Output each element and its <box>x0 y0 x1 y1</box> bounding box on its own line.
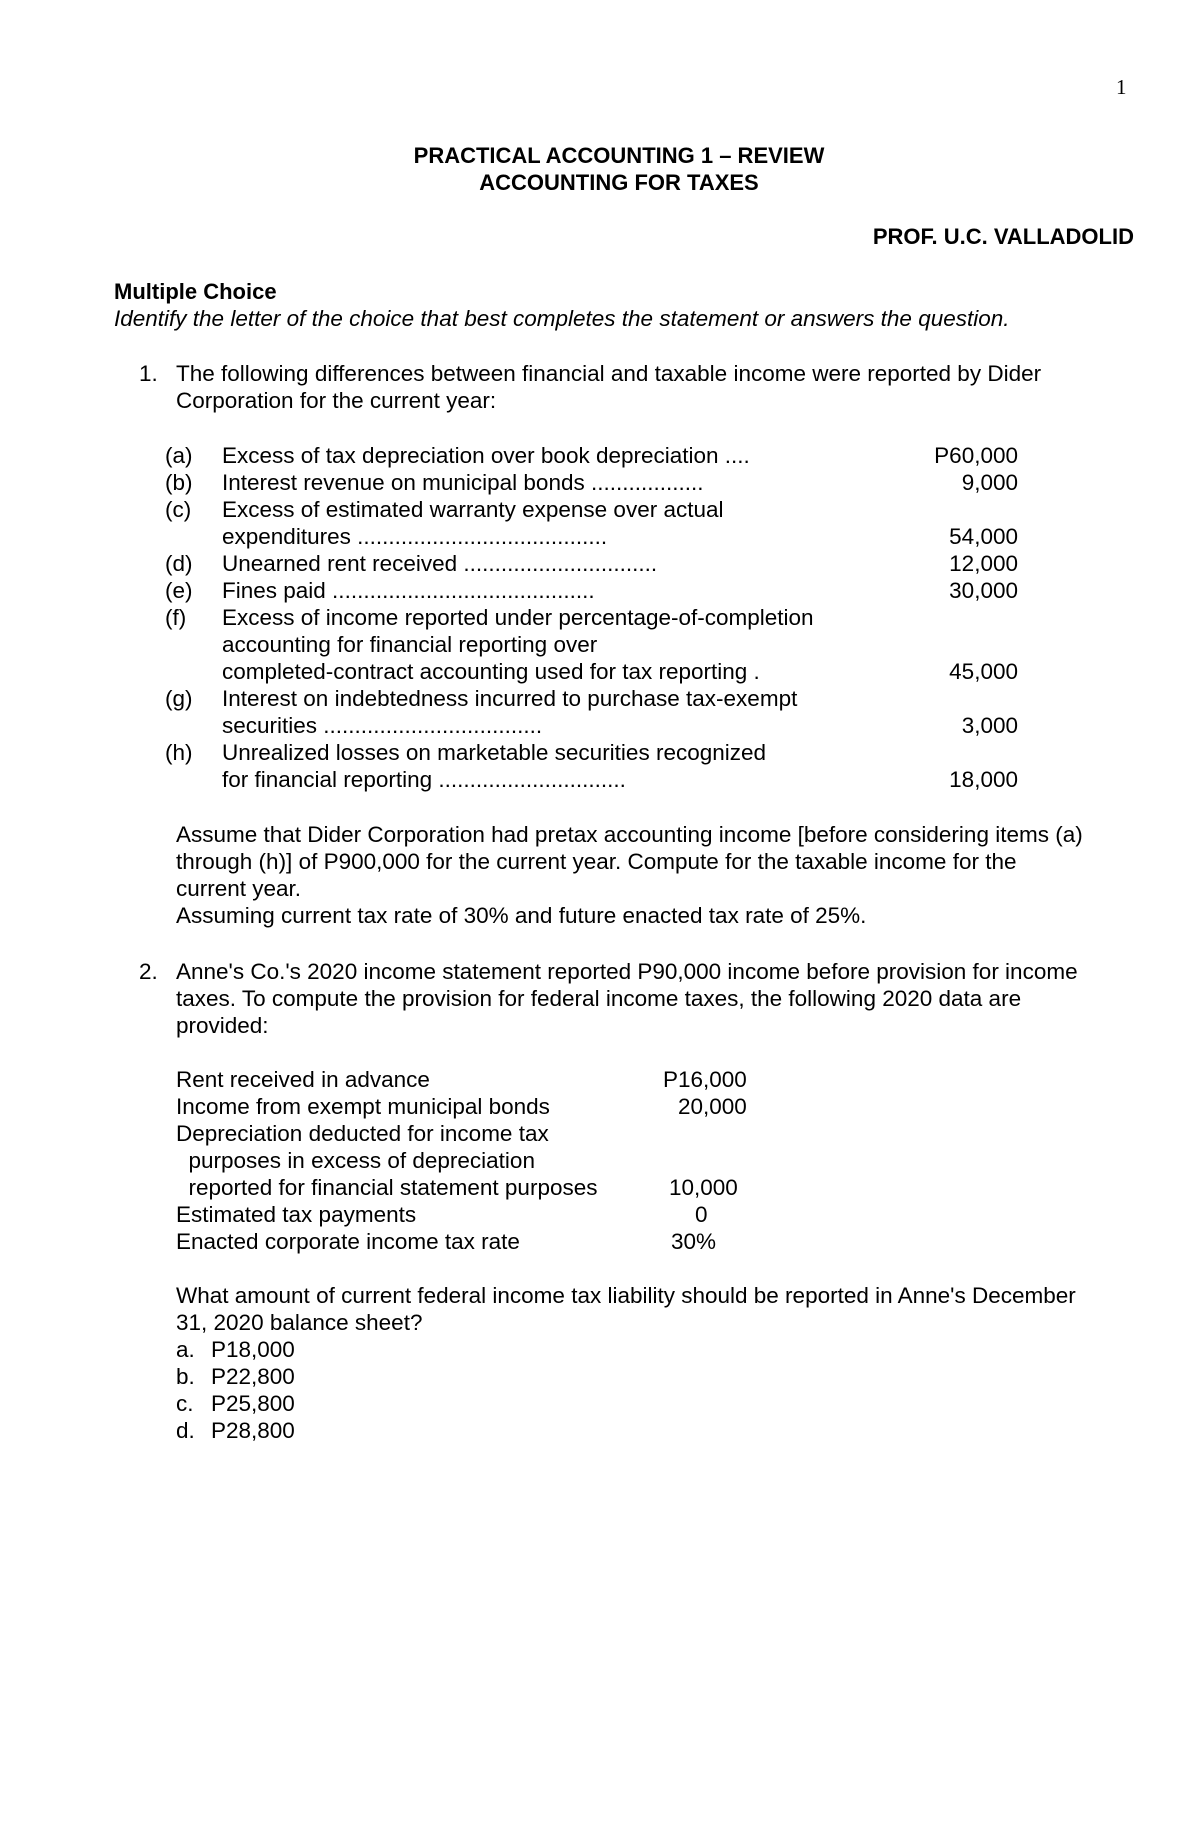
item-letter: (h) <box>165 740 193 765</box>
item-amount: 9,000 <box>961 470 1018 495</box>
question-closing-line: Assume that Dider Corporation had pretax accounting income [before considering items (a) <box>176 822 1083 847</box>
item-amount: 54,000 <box>949 524 1018 549</box>
choice-letter: b. <box>176 1364 195 1389</box>
item-amount: 18,000 <box>949 767 1018 792</box>
data-row-label: Depreciation deducted for income tax <box>176 1121 549 1146</box>
professor-name: PROF. U.C. VALLADOLID <box>872 224 1134 249</box>
question-closing-line: through (h)] of P900,000 for the current year. Compute for the taxable income for the <box>176 849 1017 874</box>
data-row-value: 0 <box>695 1202 708 1227</box>
question-closing-line: current year. <box>176 876 302 901</box>
item-amount: 3,000 <box>961 713 1018 738</box>
choice-text: P22,800 <box>211 1364 295 1389</box>
data-row-label: Enacted corporate income tax rate <box>176 1229 520 1254</box>
item-letter: (f) <box>165 605 187 630</box>
choice-text: P25,800 <box>211 1391 295 1416</box>
item-letter: (e) <box>165 578 193 603</box>
item-description: Unearned rent received ............................... <box>222 551 658 576</box>
question-intro-line: Anne's Co.'s 2020 income statement reported P90,000 income before provision for income <box>176 959 1078 984</box>
question-number: 1. <box>139 361 158 386</box>
item-description: Interest revenue on municipal bonds .................. <box>222 470 704 495</box>
data-row-label: purposes in excess of depreciation <box>176 1148 535 1173</box>
item-description: Excess of income reported under percentage-of-completion <box>222 605 814 630</box>
data-row-value: 10,000 <box>669 1175 738 1200</box>
item-letter: (b) <box>165 470 193 495</box>
item-description: accounting for financial reporting over <box>222 632 598 657</box>
data-row-value: 20,000 <box>678 1094 747 1119</box>
item-letter: (a) <box>165 443 193 468</box>
item-amount: P60,000 <box>934 443 1018 468</box>
item-description: expenditures ........................................ <box>222 524 608 549</box>
item-amount: 45,000 <box>949 659 1018 684</box>
data-row-label: Rent received in advance <box>176 1067 430 1092</box>
choice-text: P28,800 <box>211 1418 295 1443</box>
item-letter: (c) <box>165 497 192 522</box>
choice-letter: a. <box>176 1337 195 1362</box>
choice-text: P18,000 <box>211 1337 295 1362</box>
data-row-value: P16,000 <box>663 1067 747 1092</box>
question-intro-line: provided: <box>176 1013 269 1038</box>
question-number: 2. <box>139 959 158 984</box>
document-title: PRACTICAL ACCOUNTING 1 – REVIEW <box>413 143 825 168</box>
item-amount: 30,000 <box>949 578 1018 603</box>
section-heading: Multiple Choice <box>114 279 277 304</box>
item-description: securities ................................... <box>222 713 543 738</box>
data-row-label: Estimated tax payments <box>176 1202 417 1227</box>
item-amount: 12,000 <box>949 551 1018 576</box>
data-row-label: Income from exempt municipal bonds <box>176 1094 550 1119</box>
item-description: Fines paid .......................................... <box>222 578 595 603</box>
item-description: Excess of tax depreciation over book depreciation .... <box>222 443 750 468</box>
data-row-label: reported for financial statement purposes <box>176 1175 598 1200</box>
section-instructions: Identify the letter of the choice that best completes the statement or answers the question. <box>114 306 1010 331</box>
question-intro-line: taxes. To compute the provision for federal income taxes, the following 2020 data are <box>176 986 1022 1011</box>
question-closing-line: Assuming current tax rate of 30% and future enacted tax rate of 25%. <box>176 903 867 928</box>
document-subtitle: ACCOUNTING FOR TAXES <box>479 170 759 195</box>
item-description: Excess of estimated warranty expense over actual <box>222 497 724 522</box>
item-description: Unrealized losses on marketable securities recognized <box>222 740 767 765</box>
data-row-value: 30% <box>671 1229 717 1254</box>
question-prompt-line: 31, 2020 balance sheet? <box>176 1310 423 1335</box>
choice-letter: c. <box>176 1391 194 1416</box>
item-letter: (d) <box>165 551 193 576</box>
item-description: Interest on indebtedness incurred to purchase tax-exempt <box>222 686 798 711</box>
item-letter: (g) <box>165 686 193 711</box>
item-description: completed-contract accounting used for tax reporting . <box>222 659 760 684</box>
choice-letter: d. <box>176 1418 195 1443</box>
item-description: for financial reporting .............................. <box>222 767 626 792</box>
question-intro-line: Corporation for the current year: <box>176 388 497 413</box>
page-number: 1 <box>1116 75 1127 99</box>
question-prompt-line: What amount of current federal income tax liability should be reported in Anne's December <box>176 1283 1076 1308</box>
question-intro-line: The following differences between financial and taxable income were reported by Dider <box>176 361 1042 386</box>
